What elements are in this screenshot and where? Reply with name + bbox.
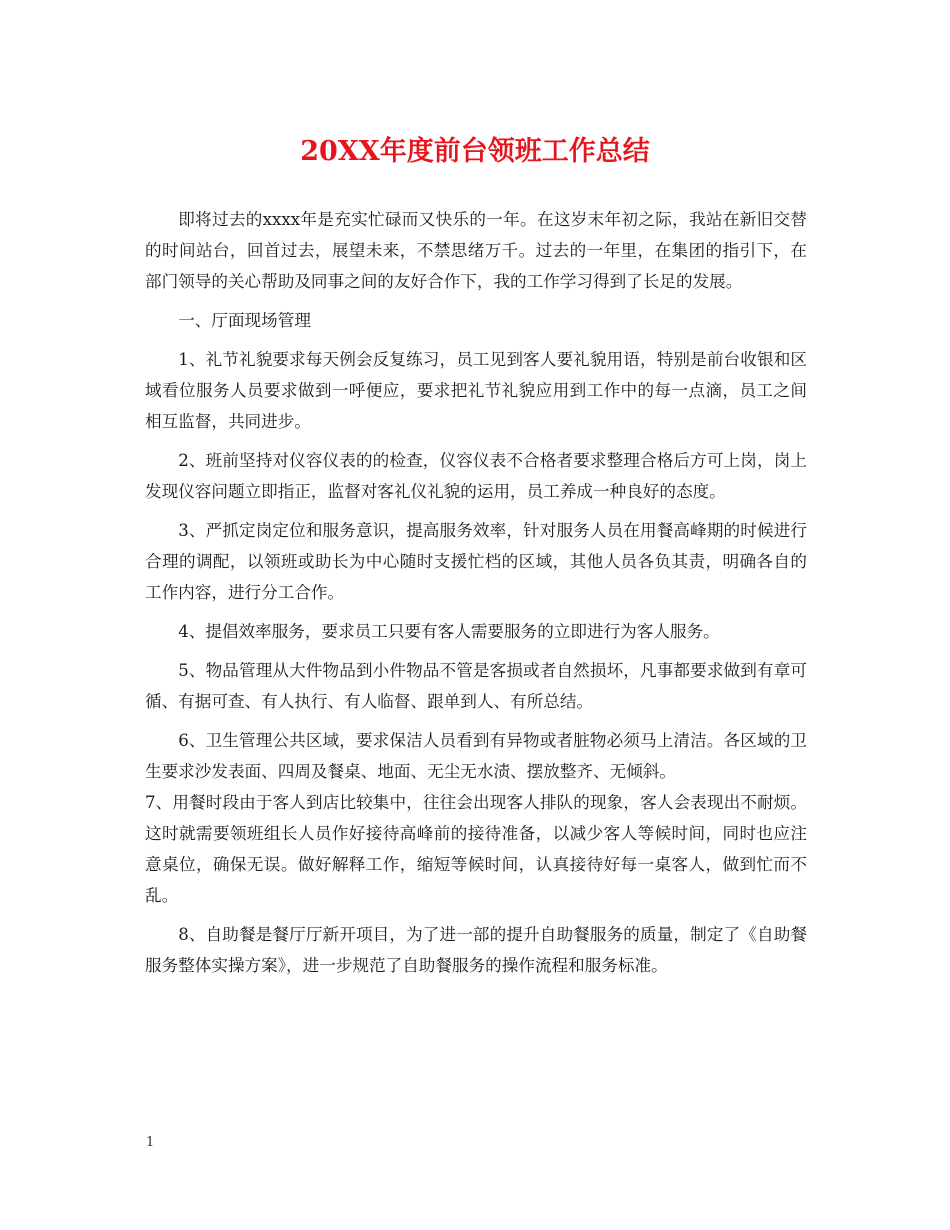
paragraph-item-4: 4、提倡效率服务，要求员工只要有客人需要服务的立即进行为客人服务。: [178, 622, 720, 641]
paragraph-intro: 即将过去的xxxx年是充实忙碌而又快乐的一年。在这岁末年初之际，我站在新旧交替的时间站台，回首过去，展望未来，不禁思绪万千。过去的一年里，在集团的指引下，在部门领导的关心帮助及同事之间的友好合作下，我的工作学习得到了长足的发展。: [145, 210, 807, 291]
section-heading: 一、厅面现场管理: [178, 311, 311, 330]
paragraph-item-7: 7、用餐时段由于客人到店比较集中，往往会出现客人排队的现象，客人会表现出不耐烦。这时就需要领班组长人员作好接待高峰前的接待准备，以减少客人等候时间，同时也应注意桌位，确保无误。做好解释工作，缩短等候时间，认真接待好每一桌客人，做到忙而不乱。: [145, 793, 807, 905]
paragraph-item-2: 2、班前坚持对仪容仪表的的检查，仪容仪表不合格者要求整理合格后方可上岗，岗上发现仪容问题立即指正，监督对客礼仪礼貌的运用，员工养成一种良好的态度。: [145, 451, 807, 501]
paragraph-item-5: 5、物品管理从大件物品到小件物品不管是客损或者自然损坏，凡事都要求做到有章可循、有据可查、有人执行、有人临督、跟单到人、有所总结。: [145, 661, 807, 711]
page-number: 1: [146, 1135, 155, 1150]
paragraph-item-8: 8、自助餐是餐厅厅新开项目，为了进一部的提升自助餐服务的质量，制定了《自助餐服务整体实操方案》，进一步规范了自助餐服务的操作流程和服务标准。: [145, 925, 807, 975]
paragraph-item-1: 1、礼节礼貌要求每天例会反复练习，员工见到客人要礼貌用语，特别是前台收银和区域看位服务人员要求做到一呼便应，要求把礼节礼貌应用到工作中的每一点滴，员工之间相互监督，共同进步。: [145, 350, 807, 431]
paragraph-item-3: 3、严抓定岗定位和服务意识，提高服务效率，针对服务人员在用餐高峰期的时候进行合理的调配，以领班或助长为中心随时支援忙档的区域，其他人员各负其责，明确各自的工作内容，进行分工合作。: [145, 521, 807, 602]
document-body: [145, 204, 807, 981]
document-title: 20XX年度前台领班工作总结: [300, 136, 650, 167]
paragraph-item-6: 6、卫生管理公共区域，要求保洁人员看到有异物或者脏物必须马上清洁。各区域的卫生要求沙发表面、四周及餐桌、地面、无尘无水渍、摆放整齐、无倾斜。: [145, 731, 807, 781]
